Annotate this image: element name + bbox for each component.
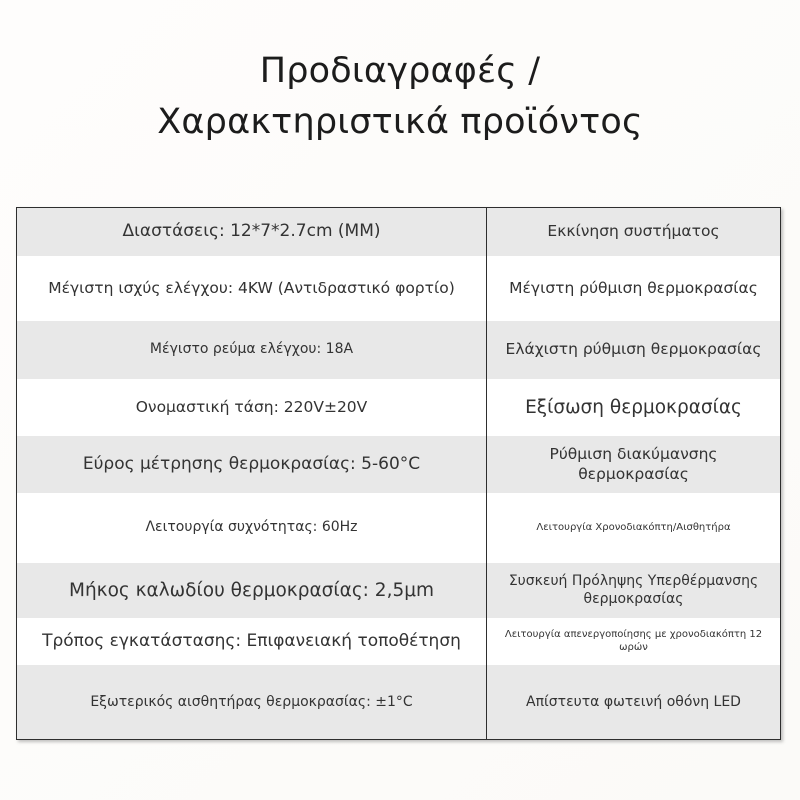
specifications-table: [16, 207, 781, 740]
spec-label: Εύρος μέτρησης θερμοκρασίας: 5-60°C: [82, 453, 421, 474]
table-cell-left: [17, 208, 486, 256]
feature-label: Ρύθμιση διακύμανσης θερμοκρασίας: [549, 445, 718, 483]
spec-label: Τρόπος εγκατάστασης: Επιφανειακή τοποθέτηση: [42, 630, 461, 651]
table-row: [17, 493, 780, 563]
feature-label: Μέγιστη ρύθμιση θερμοκρασίας: [509, 278, 758, 297]
table-cell-left: [17, 436, 486, 493]
feature-label: Απίστευτα φωτεινή οθόνη LED: [526, 693, 741, 710]
feature-label: Λειτουργία απενεργοποίησης με χρονοδιακόπτη 12 ωρών: [504, 629, 763, 653]
table-cell-right: [486, 436, 780, 493]
table-row: [17, 436, 780, 493]
spec-label: Διαστάσεις: 12*7*2.7cm (MM): [122, 221, 381, 242]
spec-label: Ονομαστική τάση: 220V±20V: [135, 397, 368, 416]
spec-label: Μέγιστη ισχύς ελέγχου: 4KW (Αντιδραστικό φορτίο): [48, 278, 455, 297]
table-row: [17, 256, 780, 321]
table-cell-left: [17, 379, 486, 436]
table-row: [17, 563, 780, 618]
feature-label: Εξίσωση θερμοκρασίας: [525, 396, 742, 418]
table-row: [17, 665, 780, 740]
feature-label: Συσκευή Πρόληψης Υπερθέρμανσης θερμοκρασίας: [508, 573, 759, 607]
table-cell-left: [17, 618, 486, 665]
feature-label: Λειτουργία Χρονοδιακόπτη/Αισθητήρα: [536, 521, 731, 533]
table-cell-right: [486, 618, 780, 665]
page-title-line-2: Χαρακτηριστικά προϊόντος: [157, 102, 643, 142]
feature-label: Ελάχιστη ρύθμιση θερμοκρασίας: [505, 340, 762, 359]
table-cell-left: [17, 493, 486, 563]
table-cell-right: [486, 563, 780, 618]
table-row: [17, 618, 780, 665]
spec-label: Μέγιστο ρεύμα ελέγχου: 18A: [149, 341, 354, 358]
spec-label: Μήκος καλωδίου θερμοκρασίας: 2,5μm: [68, 579, 435, 601]
table-cell-left: [17, 321, 486, 379]
table-cell-right: [486, 256, 780, 321]
table-cell-left: [17, 665, 486, 740]
table-cell-left: [17, 563, 486, 618]
page-title: [0, 46, 800, 148]
feature-label: Εκκίνηση συστήματος: [547, 222, 720, 241]
table-cell-left: [17, 256, 486, 321]
table-cell-right: [486, 321, 780, 379]
table-row: [17, 379, 780, 436]
page-title-line-1: Προδιαγραφές /: [259, 51, 541, 91]
table-cell-right: [486, 379, 780, 436]
table-cell-right: [486, 665, 780, 740]
table-cell-right: [486, 208, 780, 256]
table-row: [17, 208, 780, 256]
spec-label: Λειτουργία συχνότητας: 60Hz: [145, 519, 358, 536]
table-row: [17, 321, 780, 379]
spec-label: Εξωτερικός αισθητήρας θερμοκρασίας: ±1°C: [90, 693, 413, 710]
table-cell-right: [486, 493, 780, 563]
